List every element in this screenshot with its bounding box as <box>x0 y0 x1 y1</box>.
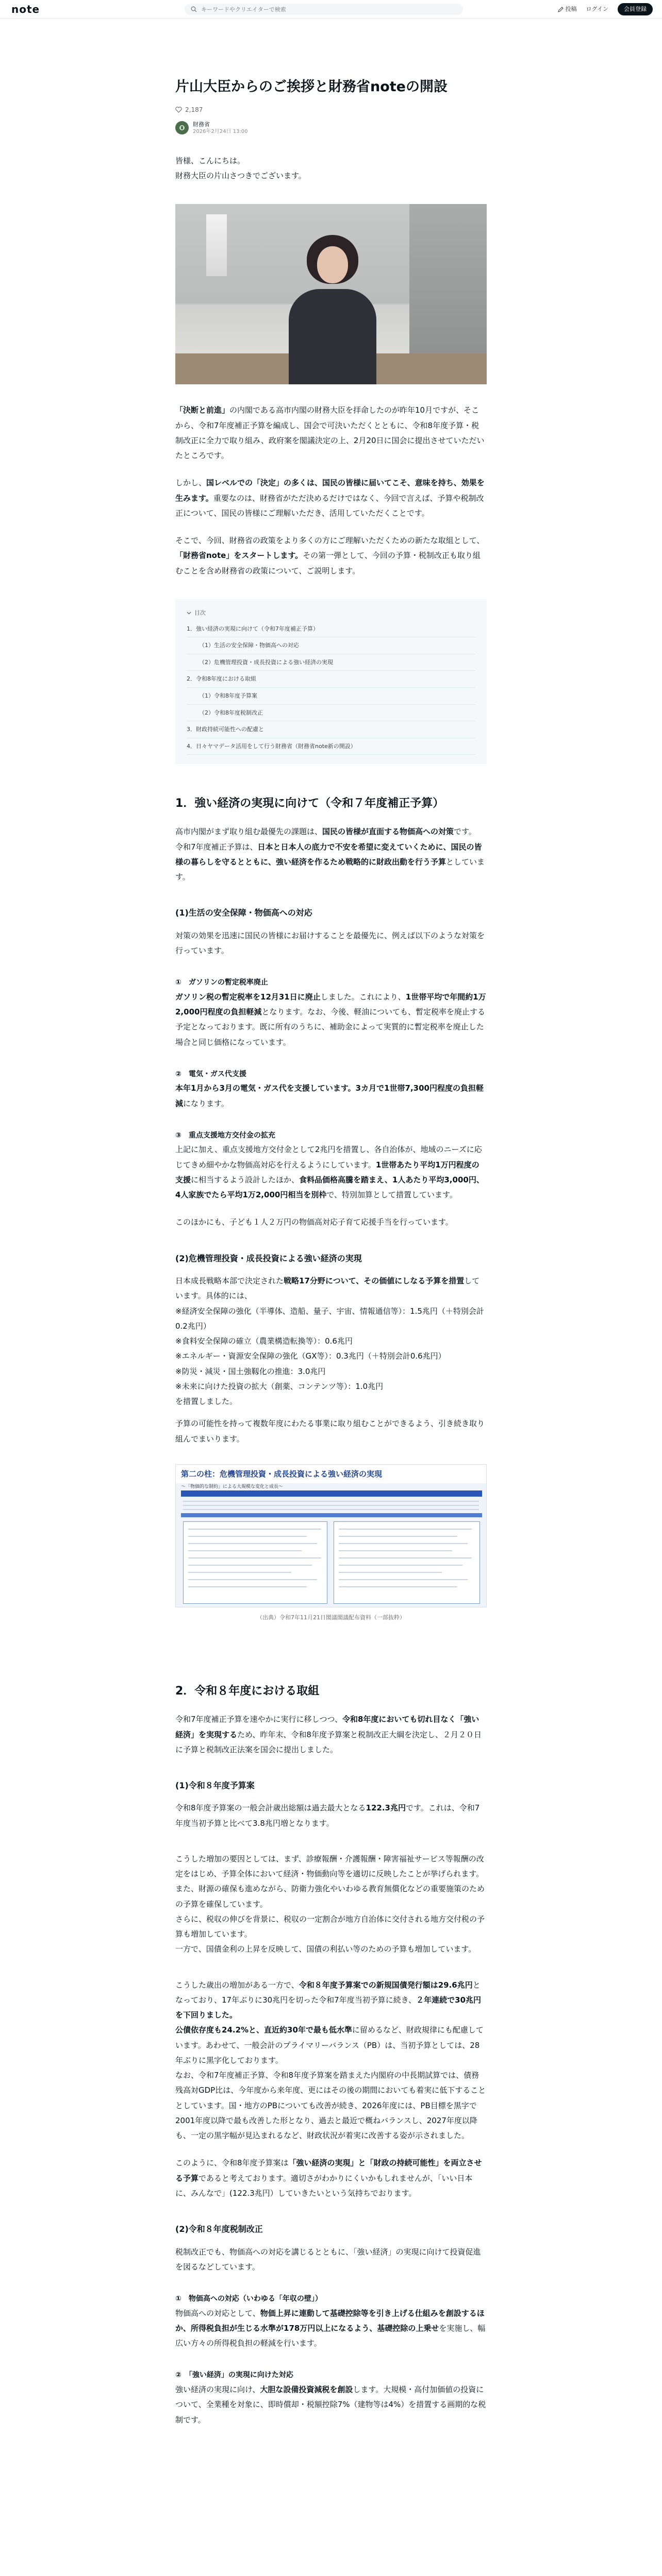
subsection-paragraph: を措置しました。 <box>175 1397 238 1406</box>
toc-item[interactable]: 4．日々ヤマデータ活用をして行う財務省（財務省note新の開設） <box>187 738 475 755</box>
figure-subtitle: ～「物価的な制約」による大規模な変化と成長～ <box>181 1484 284 1489</box>
section-2-paragraph: 令和7年度補正予算を速やかに実行に移しつつ、令和8年度においても切れ目なく「強い経済」を実現するため、昨年末、令和8年度予算案と税制改正大綱を決定し、２月２０日に予算と税制改正法案を国会に提出しました。 <box>175 1715 482 1754</box>
subsection-paragraph: 令和8年度予算案の一般会計歳出総額は過去最大となる122.3兆円です。これは、令和7年度当初予算と比べて3.8兆円増となります。 <box>175 1803 480 1828</box>
section-1-paragraph: 令和7年度補正予算は、日本と日本人の底力で不安を希望に変えていくために、国民の皆様の暮らしを守るとともに、強い経済を作るため戦略的に財政出動を行う予算としています。 <box>175 842 485 882</box>
subsection-paragraph: こうした増加の要因としては、まず、診療報酬・介護報酬・障害福祉サービス等報酬の改定をはじめ、予算全体において経済・物価動向等を適切に反映したことが挙げられます。 <box>175 1854 484 1879</box>
like-summary[interactable] <box>175 104 487 116</box>
subsection-paragraph: このように、令和8年度予算案は「強い経済の実現」と「財政の持続可能性」を両立させる予算であると考えております。適切さがわかりにくいかもしれませんが、「いい日本に、みんなで」(122.3兆円）していきたいという気持ちでおります。 <box>175 2158 482 2198</box>
chevron-down-icon <box>187 611 191 615</box>
point-paragraph: ガソリン税の暫定税率を12月31日に廃止しました。これにより、1世帯平均で年間約1万2,000円程度の負担軽減となります。なお、今後、軽油についても、暫定税率を廃止する予定となっております。既に所有のうちに、補助金によって実質的に暫定税率を廃止した場合と同じ価格になっています。 <box>175 992 486 1047</box>
article-title: 片山大臣からのご挨拶と財務省noteの開設 <box>175 79 448 95</box>
subsection-paragraph: 予算の可能性を持って複数年度にわたる事業に取り組むことができるよう、引き続き取り組んでまいります。 <box>175 1419 485 1444</box>
greeting: 皆様、こんにちは。 財務大臣の片山さつきでございます。 <box>175 156 306 181</box>
subsection-heading: (2)令和８年度税制改正 <box>175 2224 263 2234</box>
point-paragraph: 物価高への対応として、物価上昇に連動して基礎控除等を引き上げる仕組みを創設するほか、所得税負担が生じる水準が178万円以上になるよう、基礎控除の上乗せを実施し、幅広い方々の所得税負担の軽減を行います。 <box>175 2308 486 2348</box>
point-heading: ① ガソリンの暫定税率廃止 <box>175 978 268 987</box>
intro-paragraph-3: そこで、今回、財務省の政策をより多くの方にご理解いただくための新たな取組として、「財務省note」をスタートします。その第一弾として、今回の予算・税制改正も取り組むことを含め財務省の政策について、ご説明します。 <box>175 536 485 575</box>
like-count: 2,187 <box>185 106 203 113</box>
toc-item[interactable]: 3．財政持続可能性への配慮と <box>187 721 475 738</box>
toc-item[interactable]: 1．強い経済の実現に向けて（令和7年度補正予算） <box>187 621 475 638</box>
point-heading: ③ 重点支援地方交付金の拡充 <box>175 1131 275 1140</box>
article <box>175 31 487 2428</box>
heart-icon <box>175 107 182 113</box>
note-logo[interactable]: note <box>11 3 40 15</box>
list-item: ※経済安全保障の強化（半導体、造船、量子、宇宙、情報通信等）：1.5兆円（＋特別会計0.2兆円） <box>175 1306 484 1331</box>
point-heading: ② 「強い経済」の実現に向けた対応 <box>175 2371 293 2380</box>
subsection-paragraph: このほかにも、子ども１人２万円の物価高対応子育て応援手当を行っています。 <box>175 1217 453 1227</box>
point-heading: ① 物価高への対応（いわゆる「年収の壁」） <box>175 2295 322 2303</box>
section-2-heading: 2．令和８年度における取組 <box>175 1685 320 1698</box>
toc-item[interactable]: （2）令和8年度税制改正 <box>187 705 475 722</box>
figure-title: 第二の柱：危機管理投資・成長投資による強い経済の実現 <box>176 1465 486 1483</box>
subsection-paragraph: 税制改正でも、物価高への対応を講じるとともに、「強い経済」の実現に向けて投資促進を図るなどしています。 <box>175 2247 481 2272</box>
subsection-paragraph: 公債依存度も24.2%と、直近約30年で最も低水準に留めるなど、財政規律にも配慮しています。あわせて、一般会計のプライマリーバランス（PB）は、当初予算としては、28年ぶりに黒字化しております。 <box>175 2025 484 2065</box>
author-avatar[interactable] <box>175 121 189 134</box>
minister-photo <box>175 204 487 384</box>
subsection-heading: (1)生活の安全保障・物価高への対応 <box>175 908 312 918</box>
article-body <box>175 154 487 2428</box>
toc-item[interactable]: 2．令和8年度における取組 <box>187 671 475 688</box>
subsection-paragraph: さらに、税収の伸びを背景に、税収の一定割合が地方自治体に交付される地方交付税の予算も増加しています。 <box>175 1914 485 1939</box>
subsection-paragraph: また、財源の確保も進めながら、防衛力強化やいわゆる教育無償化などの重要施策のための予算を確保しています。 <box>175 1884 485 1909</box>
subsection-heading: (1)令和８年度予算案 <box>175 1781 255 1791</box>
table-of-contents <box>175 599 487 764</box>
toc-toggle[interactable] <box>187 608 475 618</box>
post-date: 2026年2月24日 13:00 <box>193 128 248 134</box>
figure-caption: （出典）令和7年11月21日閣議閣議配布資料（一部抜粋） <box>257 1614 405 1621</box>
subsection-heading: (2)危機管理投資・成長投資による強い経済の実現 <box>175 1253 362 1263</box>
pencil-icon <box>558 7 564 12</box>
point-paragraph: 本年1月から3月の電気・ガス代を支援しています。3カ月で1世帯7,300円程度の負担軽減になります。 <box>175 1083 484 1108</box>
search-box[interactable] <box>185 4 463 15</box>
subsection-paragraph: なお、令和7年度補正予算、令和8年度予算案を踏まえた内閣府の中長期試算では、債務残高対GDP比は、今年度から来年度、更にはその後の期間においても着実に低下することとしています。国・地方のPBについても改善が続き、2026年度には、PB目標を黒字で2001年度以降で最も改善した形となり、過去と最近で概ねバランスし、2027年度以降も、一定の黒字幅が見込まれるなど、財政状況が着実に改善する姿が示されました。 <box>175 2071 486 2141</box>
point-heading: ② 電気・ガス代支援 <box>175 1070 246 1078</box>
post-button[interactable] <box>558 3 577 15</box>
intro-paragraph-1: 「決断と前進」の内閣である高市内閣の財務大臣を拝命したのが昨年10月ですが、そこから、令和7年度補正予算を編成し、国会で可決いただくとともに、令和8年度予算・税制改正に全力で取り組み、政府案を閣議決定の上、2月20日に国会に提出させていただいたところです。 <box>175 405 485 461</box>
subsection-paragraph: 対策の効果を迅速に国民の皆様にお届けすることを最優先に、例えば以下のような対策を行っています。 <box>175 930 485 955</box>
list-item: ※エネルギー・資源安全保障の強化（GX等）：0.3兆円（＋特別会計0.6兆円） <box>175 1351 446 1361</box>
toc-item[interactable]: （2）危機管理投資・成長投資による強い経済の実現 <box>187 654 475 671</box>
policy-figure <box>175 1464 487 1607</box>
header-actions <box>558 3 653 15</box>
point-paragraph: 強い経済の実現に向け、大胆な設備投資減税を創設します。大規模・高付加価値の投資について、全業種を対象に、即時償却・税額控除7%（建物等は4%）を措置する画期的な税制です。 <box>175 2385 486 2425</box>
search-icon <box>191 6 197 12</box>
section-1-paragraph: 高市内閣がまず取り組む最優先の課題は、国民の皆様が直面する物価高への対策です。 <box>175 827 476 837</box>
subsection-paragraph: こうした歳出の増加がある一方で、令和８年度予算案での新規国債発行額は29.6兆円となっており、17年ぶりに30兆円を切った令和7年度当初予算に続き、２年連続で30兆円を下回りました。 <box>175 1980 481 2020</box>
list-item: ※防災・減災・国土強靱化の推進：3.0兆円 <box>175 1366 326 1376</box>
ministry-emblem-icon <box>178 124 186 131</box>
post-label: 投稿 <box>565 6 577 12</box>
point-paragraph: 上記に加え、重点支援地方交付金として2兆円を措置し、各自治体が、地域のニーズに応じてきめ細やかな物価高対応を行えるようにしています。1世帯あたり平均1万円程度の支援に相当するよう設計したほか、食料品価格高騰を踏まえ、1人あたり平均3,000円、4人家族でたら平均1万2,000円相当を別枠で、特別加算として措置しています。 <box>175 1145 484 1200</box>
top-navigation-bar <box>0 0 662 19</box>
author-block[interactable] <box>175 121 487 135</box>
investment-list <box>175 1304 487 1395</box>
login-link[interactable]: ログイン <box>586 6 608 12</box>
author-name[interactable]: 財務省 <box>193 121 210 128</box>
intro-paragraph-2: しかし、国レベルでの「決定」の多くは、国民の皆様に届いてこそ、意味を持ち、効果を生みます。重要なのは、財務省がただ決めるだけではなく、今回で言えば、予算や税制改正について、国民の皆様にご理解いただき、活用していただくことです。 <box>175 478 485 518</box>
register-button[interactable]: 会員登録 <box>618 3 653 15</box>
list-item: ※未来に向けた投資の拡大（創薬、コンテンツ等）：1.0兆円 <box>175 1381 384 1391</box>
toc-item[interactable]: （1）生活の安全保障・物価高への対応 <box>187 637 475 654</box>
toc-label: 目次 <box>194 609 206 616</box>
search-input[interactable] <box>201 6 449 13</box>
subsection-paragraph: 一方で、国債金利の上昇を反映して、国債の利払い等のための予算も増加しています。 <box>175 1944 476 1954</box>
section-1-heading: 1．強い経済の実現に向けて（令和７年度補正予算） <box>175 797 444 810</box>
subsection-paragraph: 日本成長戦略本部で決定された戦略17分野について、その価値にしなる予算を措置しています。具体的には、 <box>175 1276 480 1301</box>
list-item: ※食料安全保障の確立（農業構造転換等）：0.6兆円 <box>175 1336 353 1346</box>
toc-item[interactable]: （1）令和8年度予算案 <box>187 688 475 705</box>
